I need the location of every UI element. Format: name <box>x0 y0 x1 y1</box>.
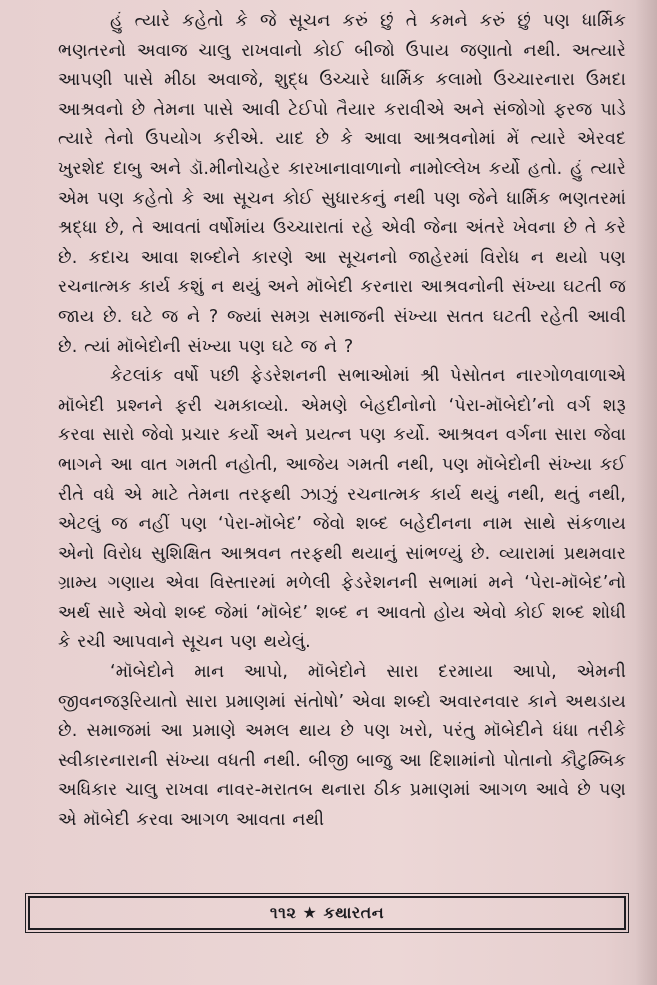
paragraph-2: કેટલાંક વર્ષો પછી ફેડરેશનની સભાઓમાં શ્રી પેસોતન નારગોળવાળાએ મૉબેદી પ્રશ્નને ફરી ચમકાવ્યો. એમણે બેહદીનોનો ‘પેરા-મૉબેદો’નો વર્ગ શરૂ કરવા સારો જેવો પ્રચાર કર્યો અને પ્રયત્ન પણ કર્યો. આશ્રવન વર્ગના સારા જેવા ભાગને આ વાત ગમતી નહોતી, આજેય ગમતી નથી, પણ મૉબેદોની સંખ્યા કઈ રીતે વધે એ માટે તેમના તરફથી ઝાઝું રચનાત્મક કાર્ય થયું નથી, થતું નથી, એટલું જ નહીં પણ ‘પેરા-મૉબેદ’ જેવો શબ્દ બહેદીનના નામ સાથે સંકળાય એનો વિરોધ સુશિક્ષિત આશ્રવન તરફથી થયાનું સાંભળ્યું છે. વ્યારામાં પ્રથમવાર ગ્રામ્ય ગણાય એવા વિસ્તારમાં મળેલી ફેડરેશનની સભામાં મને ‘પેરા-મૉબેદ’નો અર્થ સારે એવો શબ્દ જેમાં ‘મૉબેદ’ શબ્દ ન આવતો હોય એવો કોઈ શબ્દ શોધી કે રચી આપવાને સૂચન પણ થયેલું. <box>58 366 626 653</box>
page-number: ૧૧૨ <box>269 903 297 922</box>
star-icon: ★ <box>302 903 318 922</box>
paragraph-3: ‘મૉબેદોને માન આપો, મૉબેદોને સારા દરમાયા આપો, એમની જીવનજરૂરિયાતો સારા પ્રમાણમાં સંતોષો’ એવા શબ્દો અવારનવાર કાને અથડાય છે. સમાજમાં આ પ્રમાણે અમલ થાય છે પણ ખરો, પરંતુ મૉબેદીને ધંધા તરીકે સ્વીકારનારાની સંખ્યા વધતી નથી. બીજી બાજુ આ દિશામાંનો પોતાનો કૌટુમ્બિક અધિકાર ચાલુ રાખવા નાવર-મરાતબ થનારા ઠીક પ્રમાણમાં આગળ આવે છે પણ એ મૉબેદી કરવા આગળ આવતા નથી <box>58 662 626 831</box>
footer-label <box>270 903 384 923</box>
page-footer <box>28 896 626 930</box>
paragraph-1: હું ત્યારે કહેતો કે જે સૂચન કરું છું તે કમને કરું છું પણ ધાર્મિક ભણતરનો અવાજ ચાલુ રાખવાનો કોઈ બીજો ઉપાય જણાતો નથી. અત્યારે આપણી પાસે મીઠા અવાજે, શુદ્ધ ઉચ્ચારે ધાર્મિક કલામો ઉચ્ચારનારા ઉમદા આશ્રવનો છે તેમના પાસે આવી ટેઈપો તૈયાર કરાવીએ અને સંજોગો ફરજ પાડે ત્યારે તેનો ઉપયોગ કરીએ. યાદ છે કે આવા આશ્રવનોમાં મેં ત્યારે એરવદ ખુરશેદ દાબુ અને ડૉ.મીનોચહેર કારખાનાવાળાનો નામોલ્લેખ કર્યો હતો. હું ત્યારે એમ પણ કહેતો કે આ સૂચન કોઈ સુધારકનું નથી પણ જેને ધાર્મિક ભણતરમાં શ્રદ્ધા છે, તે આવતાં વર્ષોમાંય ઉચ્ચારાતાં રહે એવી જેના અંતરે ખેવના છે તે કરે છે. કદાચ આવા શબ્દોને કારણે આ સૂચનનો જાહેરમાં વિરોધ ન થયો પણ રચનાત્મક કાર્ય કશું ન થયું અને મૉબેદી કરનારા આશ્રવનોની સંખ્યા ઘટતી જ જાય છે. ઘટે જ ને ? જ્યાં સમગ્ર સમાજની સંખ્યા સતત ઘટતી રહેતી આવી છે. ત્યાં મૉબેદોની સંખ્યા પણ ઘટે જ ને ? <box>58 11 626 357</box>
body-text <box>58 7 626 836</box>
book-title: કથારતન <box>323 903 385 922</box>
